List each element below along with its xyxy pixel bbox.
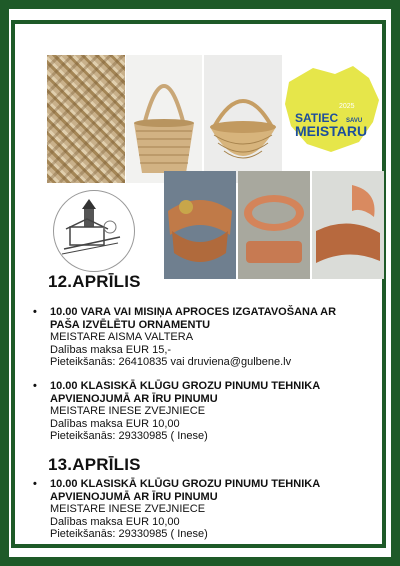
workshop-item bbox=[33, 306, 379, 369]
workshop-registration: Pieteikšanās: 26410835 vai druviena@gulbene.lv bbox=[50, 356, 292, 369]
workshop-title-line: 10.00 VARA VAI MISIŅA APROCES IZGATAVOŠANA AR bbox=[50, 306, 337, 318]
workshop-title-line: 10.00 KLASISKĀ KLŪGU GROZU PINUMU TEHNIKA bbox=[50, 380, 321, 392]
workshop-title-line: PAŠA IZVĒLĒTU ORNAMENTU bbox=[50, 318, 211, 331]
workshop-item bbox=[33, 380, 379, 443]
date-heading-12-aprilis: 12.APRĪLIS bbox=[48, 272, 141, 291]
workshop-master: MEISTARE AISMA VALTERA bbox=[50, 331, 194, 344]
bracelet-photo-3 bbox=[312, 171, 384, 279]
logo-line1b: SAVU bbox=[346, 118, 363, 124]
workshop-item bbox=[33, 478, 379, 541]
workshop-master: MEISTARE INESE ZVEJNIECE bbox=[50, 503, 206, 516]
bullet-dot: • bbox=[33, 380, 37, 392]
logo-line2: MEISTARU bbox=[295, 123, 368, 139]
workshop-fee: Dalības maksa EUR 10,00 bbox=[50, 417, 180, 430]
workshop-fee: Dalības maksa EUR 10,00 bbox=[50, 515, 180, 528]
weaving-texture-photo bbox=[47, 55, 125, 183]
satiec-savu-meistaru-logo bbox=[283, 60, 383, 156]
logo-line1: SATIEC bbox=[295, 111, 339, 125]
bracelet-photo-2 bbox=[238, 171, 310, 279]
workshop-title-line: APVIENOJUMĀ AR ĪRU PINUMU bbox=[50, 392, 218, 405]
basket-photo-tall bbox=[126, 55, 202, 183]
workshop-registration: Pieteikšanās: 29330985 ( Inese) bbox=[50, 528, 208, 541]
logo-year: 2025 bbox=[339, 103, 355, 110]
workshop-fee: Dalības maksa EUR 15,- bbox=[50, 343, 172, 356]
workshop-title-line: APVIENOJUMĀ AR ĪRU PINUMU bbox=[50, 490, 218, 503]
workshop-title-line: 10.00 KLASISKĀ KLŪGU GROZU PINUMU TEHNIKA bbox=[50, 478, 321, 490]
date-heading-13-aprilis: 13.APRĪLIS bbox=[48, 455, 141, 474]
bullet-dot: • bbox=[33, 306, 37, 318]
venue-emblem-logo bbox=[53, 190, 135, 272]
bullet-dot: • bbox=[33, 478, 37, 490]
basket-photo-round bbox=[204, 55, 282, 183]
bracelet-photo-1 bbox=[164, 171, 236, 279]
workshop-registration: Pieteikšanās: 29330985 ( Inese) bbox=[50, 430, 208, 443]
workshop-master: MEISTARE INESE ZVEJNIECE bbox=[50, 405, 206, 418]
